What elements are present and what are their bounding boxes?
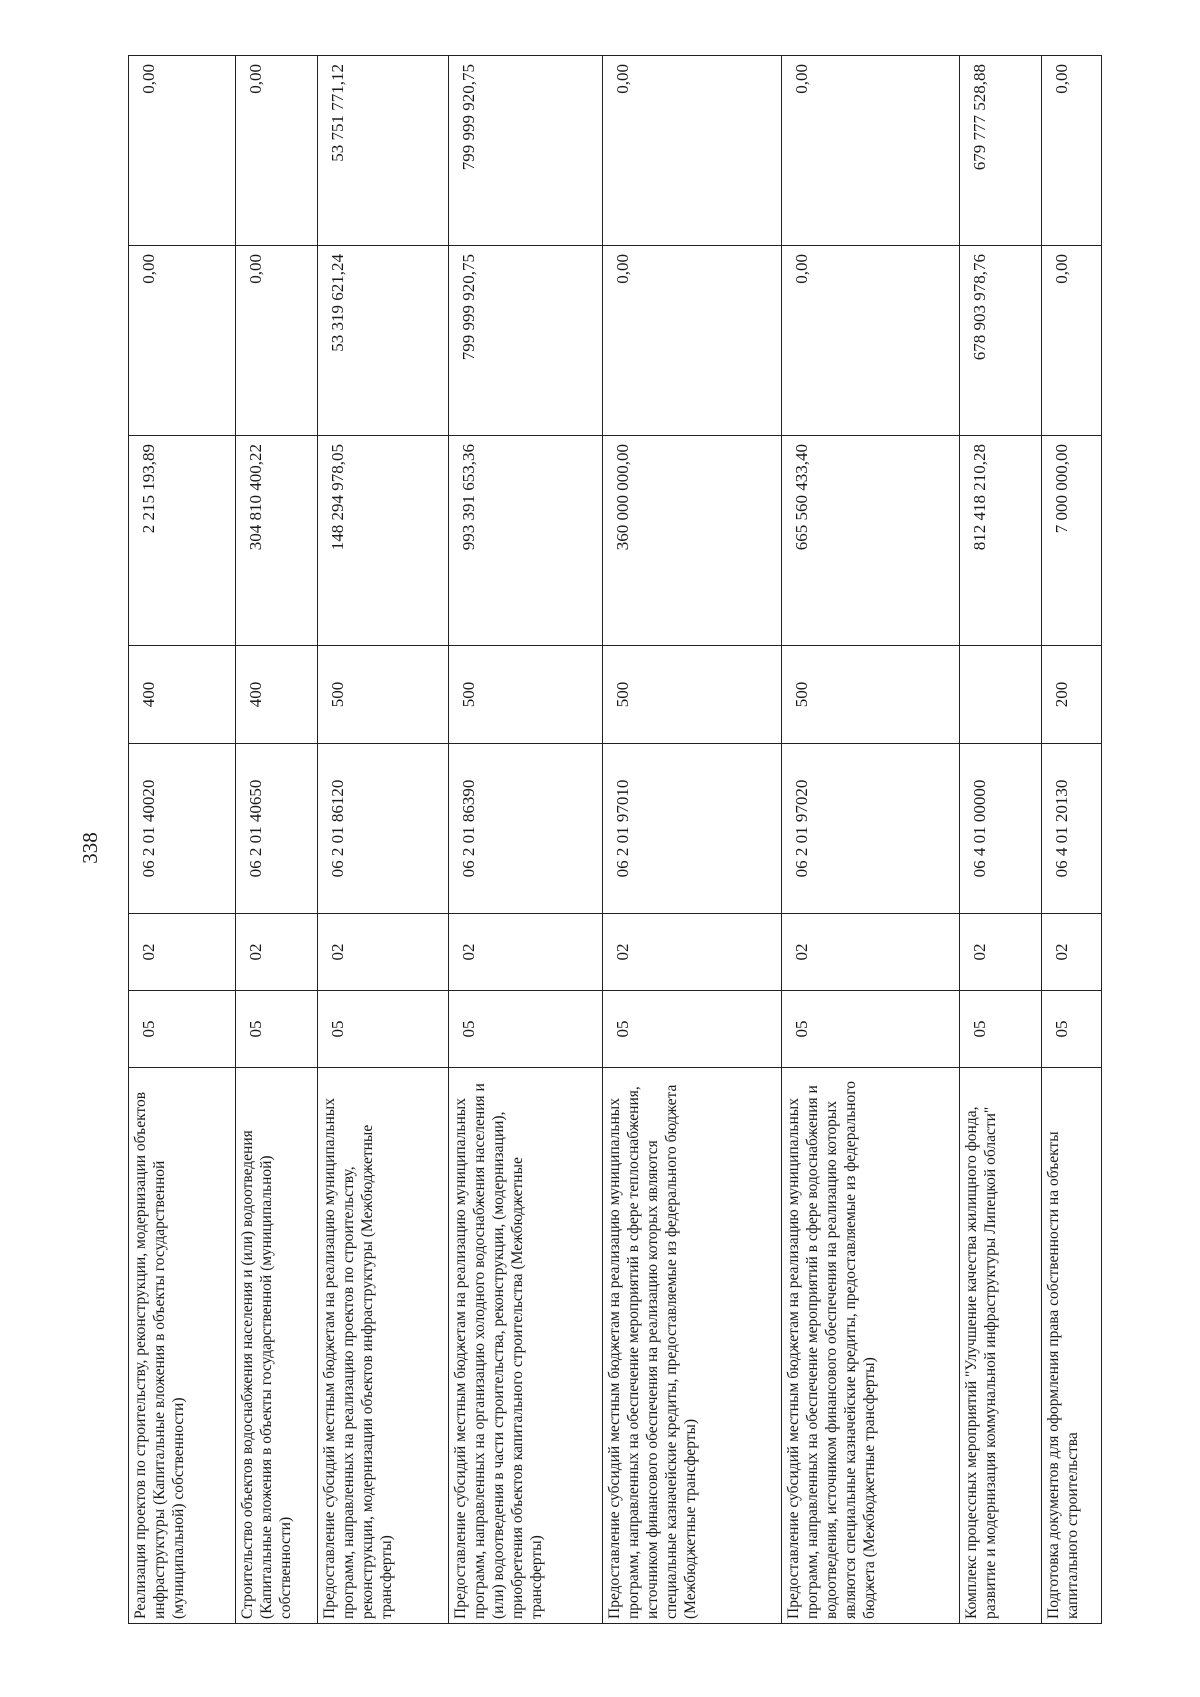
table-row [129, 56, 236, 1624]
row-name: Подготовка документов для оформления права собственности на объекты капитального строительства [1041, 1068, 1101, 1624]
row-pr: 02 [317, 914, 448, 991]
row-pr: 02 [960, 914, 1042, 991]
table-row [317, 56, 448, 1624]
row-name: Предоставление субсидий местным бюджетам на реализацию муниципальных программ, направленных на обеспечение мероприятий в сфере водоснабжения и водоотведения, источником финансового обеспечения на реализацию которых являются специальные казначейские кредиты, предоставляемые из федерального бюджета (Межбюджетные трансферты) [782, 1068, 960, 1624]
row-sum3: 679 777 528,88 [960, 56, 1042, 246]
row-vr: 500 [603, 646, 782, 744]
row-sum3: 0,00 [1041, 56, 1101, 246]
row-sum1: 148 294 978,05 [317, 436, 448, 646]
row-csr: 06 4 01 00000 [960, 744, 1042, 914]
row-sum2: 0,00 [603, 246, 782, 436]
table-row [603, 56, 782, 1624]
row-name: Предоставление субсидий местным бюджетам на реализацию муниципальных программ, направленных на организацию холодного водоснабжения населения и (или) водоотведения в части строительства, реконструкции, (модернизации), приобретения объектов капитального строительства (Межбюджетные трансферты) [448, 1068, 602, 1624]
row-vr [960, 646, 1042, 744]
row-rz: 05 [782, 991, 960, 1068]
row-sum3: 0,00 [782, 56, 960, 246]
row-sum2: 0,00 [129, 246, 236, 436]
row-name: Реализация проектов по строительству, реконструкции, модернизации объектов инфраструктуры (Капитальные вложения в объекты государственной (муниципальной) собственности) [129, 1068, 236, 1624]
row-sum1: 360 000 000,00 [603, 436, 782, 646]
row-rz: 05 [129, 991, 236, 1068]
row-name: Строительство объектов водоснабжения населения и (или) водоотведения (Капитальные вложения в объекты государственной (муниципальной) собственности) [236, 1068, 318, 1624]
row-name: Предоставление субсидий местным бюджетам на реализацию муниципальных программ, направленных на обеспечение мероприятий в сфере теплоснабжения, источником финансового обеспечения на реализацию которых являются специальные казначейские кредиты, предоставляемые из федерального бюджета (Межбюджетные трансферты) [603, 1068, 782, 1624]
row-sum2: 0,00 [1041, 246, 1101, 436]
row-sum2: 678 903 978,76 [960, 246, 1042, 436]
table-row [448, 56, 602, 1624]
row-sum1: 993 391 653,36 [448, 436, 602, 646]
row-sum2: 799 999 920,75 [448, 246, 602, 436]
row-rz: 05 [1041, 991, 1101, 1068]
row-rz: 05 [448, 991, 602, 1068]
row-sum3: 0,00 [129, 56, 236, 246]
row-name: Предоставление субсидий местным бюджетам на реализацию муниципальных программ, направленных на реализацию проектов по строительству, реконструкции, модернизации объектов инфраструктуры (Межбюджетные трансферты) [317, 1068, 448, 1624]
table-row [1041, 56, 1101, 1624]
row-rz: 05 [960, 991, 1042, 1068]
row-csr: 06 2 01 97020 [782, 744, 960, 914]
row-sum1: 2 215 193,89 [129, 436, 236, 646]
budget-table [128, 55, 1102, 1624]
row-vr: 400 [236, 646, 318, 744]
row-vr: 500 [317, 646, 448, 744]
row-pr: 02 [236, 914, 318, 991]
table-row [236, 56, 318, 1624]
row-vr: 400 [129, 646, 236, 744]
row-pr: 02 [782, 914, 960, 991]
row-rz: 05 [317, 991, 448, 1068]
row-csr: 06 2 01 40020 [129, 744, 236, 914]
row-vr: 200 [1041, 646, 1101, 744]
row-sum1: 665 560 433,40 [782, 436, 960, 646]
row-sum3: 0,00 [603, 56, 782, 246]
row-name: Комплекс процессных мероприятий "Улучшение качества жилищного фонда, развитие и модернизация коммунальной инфраструктуры Липецкой области" [960, 1068, 1042, 1624]
table-row [782, 56, 960, 1624]
row-csr: 06 2 01 86390 [448, 744, 602, 914]
row-pr: 02 [603, 914, 782, 991]
row-csr: 06 2 01 40650 [236, 744, 318, 914]
row-pr: 02 [1041, 914, 1101, 991]
row-rz: 05 [603, 991, 782, 1068]
row-rz: 05 [236, 991, 318, 1068]
row-vr: 500 [448, 646, 602, 744]
row-pr: 02 [129, 914, 236, 991]
row-csr: 06 2 01 97010 [603, 744, 782, 914]
row-csr: 06 4 01 20130 [1041, 744, 1101, 914]
table-row [960, 56, 1042, 1624]
row-vr: 500 [782, 646, 960, 744]
row-sum2: 0,00 [236, 246, 318, 436]
page-number: 338 [78, 832, 102, 864]
row-sum3: 799 999 920,75 [448, 56, 602, 246]
row-sum3: 0,00 [236, 56, 318, 246]
row-sum1: 7 000 000,00 [1041, 436, 1101, 646]
row-pr: 02 [448, 914, 602, 991]
row-sum1: 812 418 210,28 [960, 436, 1042, 646]
rotated-page-content [128, 56, 1102, 1624]
row-sum3: 53 751 771,12 [317, 56, 448, 246]
row-sum2: 53 319 621,24 [317, 246, 448, 436]
row-sum2: 0,00 [782, 246, 960, 436]
row-sum1: 304 810 400,22 [236, 436, 318, 646]
row-csr: 06 2 01 86120 [317, 744, 448, 914]
